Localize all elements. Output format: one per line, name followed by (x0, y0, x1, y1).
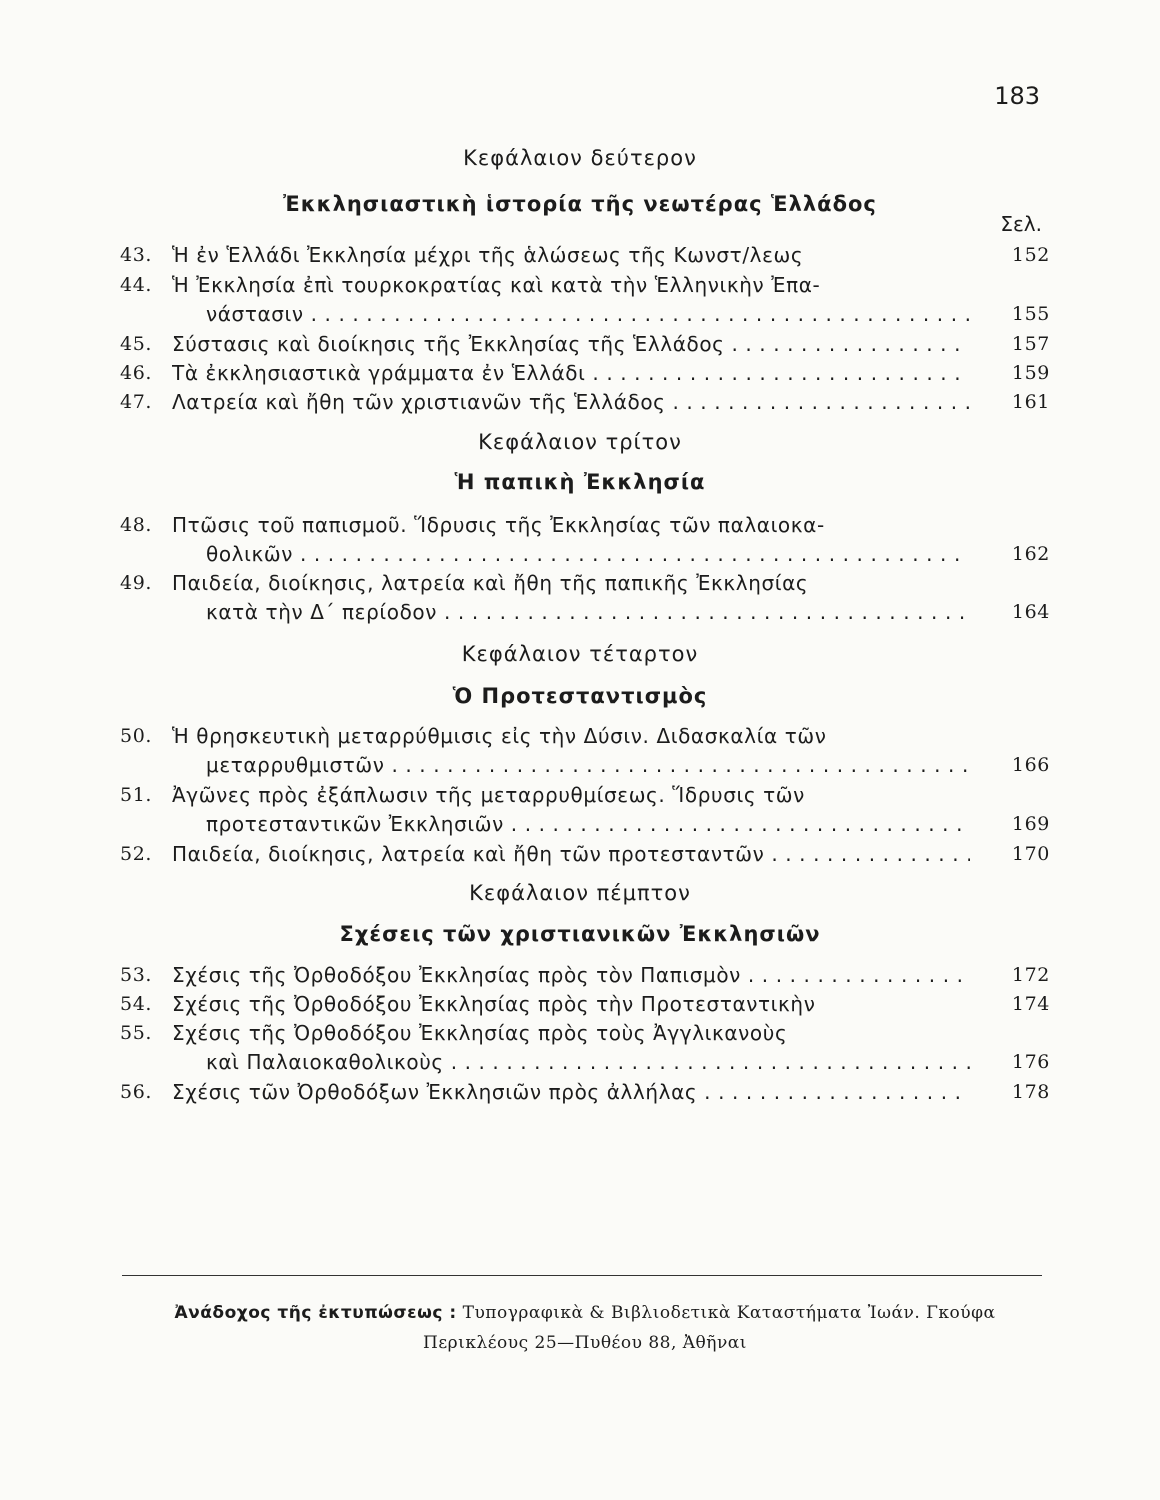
entry-number: 45. (120, 333, 153, 355)
entry-page: 164 (1011, 601, 1050, 623)
entry-text: Παιδεία, διοίκησις, λατρεία καὶ ἤθη τῆς παπικῆς Ἐκκλησίας (172, 571, 809, 595)
toc-entry (120, 330, 1050, 359)
printer-line (120, 1303, 1050, 1323)
toc-entry (120, 271, 1050, 329)
toc-entry (120, 722, 1050, 780)
footer-divider (122, 1275, 1042, 1276)
chapter-heading: Κεφάλαιον πέμπτον (469, 881, 691, 905)
entry-page: 178 (1011, 1081, 1050, 1103)
entry-text: Ἀγῶνες πρὸς ἐξάπλωσιν τῆς μεταρρυθμίσεως. Ἵδρυσις τῶν (172, 783, 805, 807)
toc-entry (120, 840, 1050, 869)
entry-text: Ἡ ἐν Ἑλλάδι Ἐκκλησία μέχρι τῆς ἁλώσεως τῆς Κωνστ/λεως (172, 243, 804, 267)
entry-text: κατὰ τὴν Δ΄ περίοδον (206, 600, 438, 624)
entry-number: 46. (120, 362, 153, 384)
entry-page: 159 (1011, 362, 1050, 384)
toc-entry (120, 1078, 1050, 1107)
entry-number: 49. (120, 572, 153, 594)
entry-text: Ἡ θρησκευτικὴ μεταρρύθμισις εἰς τὴν Δύσιν. Διδασκαλία τῶν (172, 724, 827, 748)
entry-text: καὶ Παλαιοκαθολικοὺς (206, 1050, 444, 1074)
entry-text: Σχέσις τῶν Ὀρθοδόξων Ἐκκλησιῶν πρὸς ἀλλήλας (172, 1080, 698, 1104)
toc-entry (120, 359, 1050, 388)
entry-page: 176 (1011, 1051, 1050, 1073)
entry-number: 50. (120, 725, 153, 747)
toc-entry (120, 781, 1050, 839)
toc-entry (120, 569, 1050, 627)
entry-text: Σύστασις καὶ διοίκησις τῆς Ἐκκλησίας τῆς Ἑλλάδος (172, 332, 725, 356)
chapter-title: Ὁ Προτεσταντισμὸς (452, 684, 708, 708)
entry-text: προτεσταντικῶν Ἐκκλησιῶν (206, 812, 504, 836)
entry-page: 157 (1011, 333, 1050, 355)
entry-text: Πτῶσις τοῦ παπισμοῦ. Ἵδρυσις τῆς Ἐκκλησίας τῶν παλαιοκα- (172, 513, 825, 537)
chapter-title: Ἐκκλησιαστικὴ ἱστορία τῆς νεωτέρας Ἑλλάδος (283, 192, 877, 216)
entry-number: 47. (120, 391, 153, 413)
entry-text: Λατρεία καὶ ἤθη τῶν χριστιανῶν τῆς Ἑλλάδος (172, 390, 666, 414)
toc-entry (120, 388, 1050, 417)
page-number: 183 (994, 82, 1040, 110)
printer-label: Ἀνάδοχος τῆς ἐκτυπώσεως : (174, 1303, 457, 1323)
entry-number: 55. (120, 1022, 153, 1044)
entry-page: 161 (1011, 391, 1050, 413)
chapter-title: Σχέσεις τῶν χριστιανικῶν Ἐκκλησιῶν (339, 922, 821, 946)
toc-entry (120, 961, 1050, 990)
entry-page: 152 (1011, 244, 1050, 266)
page-column-label: Σελ. (1000, 212, 1042, 236)
entry-page: 162 (1011, 543, 1050, 565)
entry-text: νάστασιν (206, 302, 304, 326)
entry-text: μεταρρυθμιστῶν (206, 753, 385, 777)
entry-page: 174 (1011, 993, 1050, 1015)
entry-text: Ἡ Ἐκκλησία ἐπὶ τουρκοκρατίας καὶ κατὰ τὴν Ἑλληνικὴν Ἐπα- (172, 273, 821, 297)
printer-name: Τυπογραφικὰ & Βιβλιοδετικὰ Καταστήματα Ἰωάν. Γκούφα (462, 1303, 996, 1323)
entry-number: 54. (120, 993, 153, 1015)
toc-entry (120, 241, 1050, 270)
printer-address: Περικλέους 25—Πυθέου 88, Ἀθῆναι (423, 1333, 747, 1353)
chapter-title: Ἡ παπικὴ Ἐκκλησία (454, 470, 706, 494)
entry-number: 52. (120, 843, 153, 865)
toc-entry (120, 511, 1050, 569)
entry-text: Σχέσις τῆς Ὀρθοδόξου Ἐκκλησίας πρὸς τὸν Παπισμὸν (172, 963, 741, 987)
chapter-heading: Κεφάλαιον δεύτερον (463, 146, 697, 170)
entry-page: 172 (1011, 964, 1050, 986)
entry-page: 170 (1011, 843, 1050, 865)
entry-page: 169 (1011, 813, 1050, 835)
chapter-heading: Κεφάλαιον τέταρτον (461, 642, 699, 666)
entry-number: 53. (120, 964, 153, 986)
toc-entry (120, 990, 1050, 1019)
toc-entry (120, 1019, 1050, 1077)
entry-number: 43. (120, 244, 153, 266)
entry-text: Τὰ ἐκκλησιαστικὰ γράμματα ἐν Ἑλλάδι (172, 361, 586, 385)
entry-number: 48. (120, 514, 153, 536)
entry-text: θολικῶν (206, 542, 293, 566)
entry-text: Παιδεία, διοίκησις, λατρεία καὶ ἤθη τῶν προτεσταντῶν (172, 842, 765, 866)
entry-text: Σχέσις τῆς Ὀρθοδόξου Ἐκκλησίας πρὸς τὴν Προτεσταντικὴν (172, 992, 816, 1016)
entry-number: 51. (120, 784, 153, 806)
entry-number: 56. (120, 1081, 153, 1103)
entry-page: 155 (1011, 303, 1050, 325)
entry-text: Σχέσις τῆς Ὀρθοδόξου Ἐκκλησίας πρὸς τοὺς Ἀγγλικανοὺς (172, 1021, 788, 1045)
entry-number: 44. (120, 274, 153, 296)
chapter-heading: Κεφάλαιον τρίτον (478, 430, 682, 454)
entry-page: 166 (1011, 754, 1050, 776)
